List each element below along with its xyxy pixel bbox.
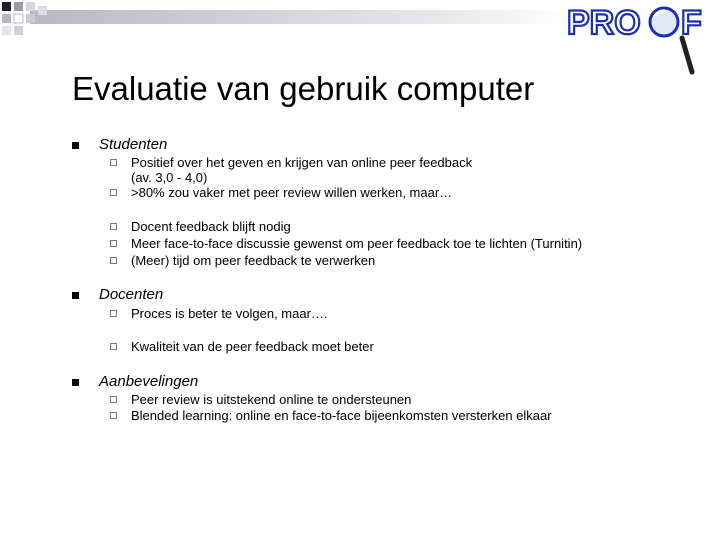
sub-bullet	[110, 223, 117, 230]
sub-bullet	[110, 412, 117, 419]
sub-bullet	[110, 396, 117, 403]
list-item: Positief over het geven en krijgen van online peer feedback	[131, 155, 473, 170]
sub-bullet	[110, 189, 117, 196]
deco-square	[26, 14, 35, 23]
sub-bullet	[110, 257, 117, 264]
bullet-square	[72, 379, 79, 386]
magnifier-handle	[682, 38, 692, 72]
bullet-square	[72, 292, 79, 299]
header-band	[30, 10, 570, 24]
logo-text-f: F	[681, 4, 702, 42]
section-heading-aanbevelingen: Aanbevelingen	[99, 373, 199, 390]
deco-square	[2, 2, 11, 11]
list-item: Docent feedback blijft nodig	[131, 219, 291, 234]
sub-bullet	[110, 310, 117, 317]
proof-logo	[565, 2, 717, 78]
deco-square	[14, 26, 23, 35]
list-item: Peer review is uitstekend online te ondersteunen	[131, 392, 412, 407]
deco-square	[14, 14, 23, 23]
list-item: >80% zou vaker met peer review willen werken, maar…	[131, 185, 453, 200]
sub-bullet	[110, 240, 117, 247]
list-item: Blended learning: online en face-to-face bijeenkomsten versterken elkaar	[131, 408, 552, 423]
deco-square	[14, 2, 23, 11]
deco-square	[2, 26, 11, 35]
deco-square	[38, 6, 47, 15]
list-item: (Meer) tijd om peer feedback te verwerken	[131, 253, 376, 268]
sub-bullet	[110, 343, 117, 350]
logo-text-pro: PRO	[567, 4, 641, 42]
deco-square	[26, 2, 35, 11]
slide-title: Evaluatie van gebruik computer	[72, 70, 535, 107]
sub-bullet	[110, 159, 117, 166]
list-item: Proces is beter te volgen, maar….	[131, 306, 328, 321]
list-item-continuation: (av. 3,0 - 4,0)	[131, 170, 208, 185]
section-heading-studenten: Studenten	[99, 136, 168, 153]
list-item: Kwaliteit van de peer feedback moet beter	[131, 339, 374, 354]
bullet-square	[72, 142, 79, 149]
deco-square	[2, 14, 11, 23]
section-heading-docenten: Docenten	[99, 286, 164, 303]
list-item: Meer face-to-face discussie gewenst om peer feedback toe te lichten (Turnitin)	[131, 236, 583, 251]
